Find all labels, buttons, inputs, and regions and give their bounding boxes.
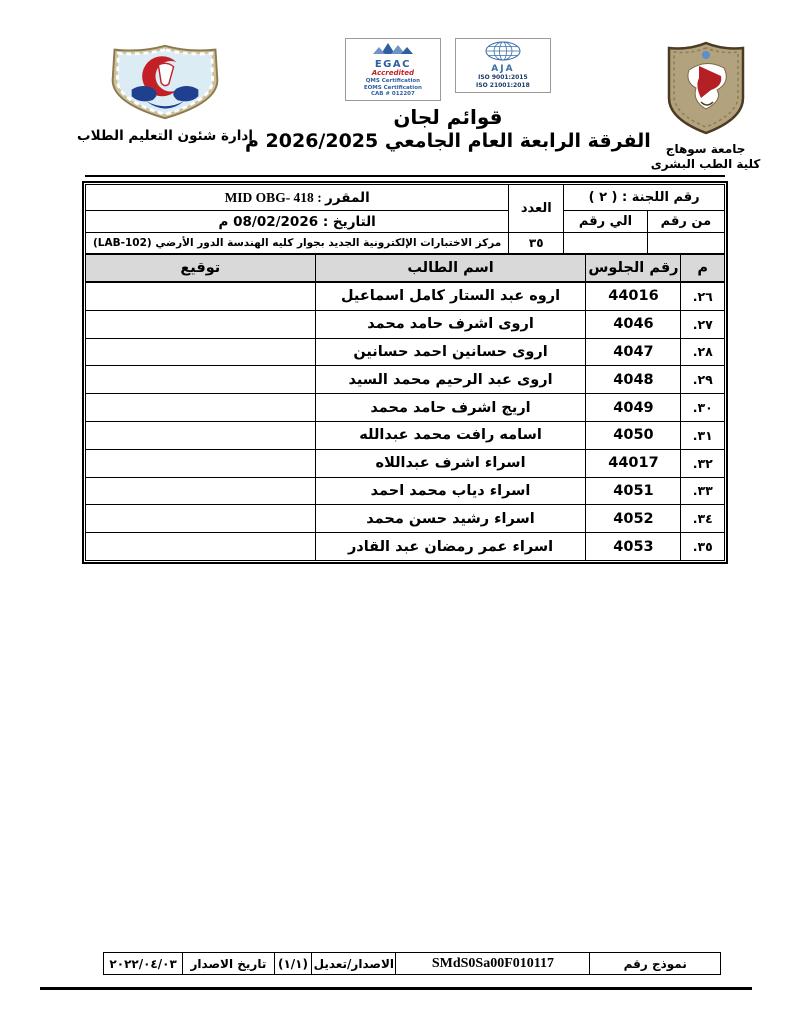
admin-caption: إدارة شئون التعليم الطلاب [77,128,253,144]
signature-cell [86,339,315,366]
egac-accredited-label: Accredited [371,69,414,77]
seat-number: 4049 [586,394,680,421]
university-name: جامعة سوهاج [665,142,746,156]
exam-info-grid [86,185,724,253]
student-name: اسراء رشيد حسن محمد [316,505,586,532]
signature-cell [86,366,315,393]
row-index: ٢٨. [681,339,724,366]
seat-number: 4046 [586,311,680,338]
seat-number: 4052 [586,505,680,532]
seat-number-header: رقم الجلوس [586,255,680,281]
seat-number: 44016 [586,283,680,310]
sohag-university-emblem-icon [660,38,752,142]
row-index: ٢٩. [681,366,724,393]
index-header: م [681,255,724,281]
egac-cert-line: QMS Certification [365,77,421,84]
page-content [77,36,761,561]
university-logo-block [651,36,761,172]
table-body [86,283,724,560]
committee-table [85,184,725,561]
course-cell: المقرر : MID OBG- 418 [86,185,508,210]
header-center [245,36,651,152]
document-title: قوائم لجان [393,105,503,130]
signature-cell [86,478,315,505]
seat-number: 4051 [586,478,680,505]
signature-cell [86,422,315,449]
student-name: اروه عبد الستار كامل اسماعيل [316,283,586,310]
egac-name: EGAC [374,59,411,70]
from-number-label-cell: من رقم [648,211,724,232]
committee-number-cell: رقم اللجنة : ( ٢ ) [564,185,724,210]
signature-cell [86,505,315,532]
row-index: ٣١. [681,422,724,449]
aja-iso-line: ISO 21001:2018 [476,81,530,89]
aja-cert-box [455,38,551,93]
document-subtitle: الفرقة الرابعة العام الجامعي 2026/2025 م [245,130,651,153]
row-index: ٣٤. [681,505,724,532]
aja-globe-icon [483,41,523,65]
count-value-cell: ٣٥ [509,233,563,253]
form-serial-number: SMdS0Sa00F010117 [396,953,589,974]
seat-number: 4048 [586,366,680,393]
signature-cell [86,394,315,421]
seat-number: 4047 [586,339,680,366]
count-label-cell: العدد [509,185,563,232]
row-index: ٣٢. [681,450,724,477]
signature-cell [86,311,315,338]
issue-date-label: تاريخ الاصدار [183,953,273,974]
signature-cell [86,450,315,477]
egac-emblem-icon [371,41,415,60]
row-index: ٣٠. [681,394,724,421]
student-name: اروى اشرف حامد محمد [316,311,586,338]
seat-number: 44017 [586,450,680,477]
signature-cell [86,533,315,560]
certification-logos [345,38,551,101]
student-name: اريج اشرف حامد محمد [316,394,586,421]
seat-number: 4053 [586,533,680,560]
student-name: اسامه رافت محمد عبدالله [316,422,586,449]
issue-date-value: ٢٠٢٢/٠٤/٠٣ [104,953,182,974]
form-number-label: نموذج رقم [590,953,720,974]
faculty-medicine-emblem-icon [100,42,230,126]
signature-header: توقيع [86,255,315,281]
header-separator [85,175,725,177]
admin-logo-block [77,36,253,144]
student-name-header: اسم الطالب [316,255,586,281]
exam-location-cell: مركز الاختبارات الإلكترونية الجديد بجوار كليه الهندسة الدور الأرضي (LAB-102) [86,233,508,253]
student-name: اسراء دياب محمد احمد [316,478,586,505]
to-number-value-cell [564,233,647,253]
seat-number: 4050 [586,422,680,449]
aja-iso-line: ISO 9001:2015 [478,74,528,81]
aja-name: AJA [491,64,515,74]
egac-cert-box [345,38,441,101]
student-name: اسراء اشرف عبداللاه [316,450,586,477]
row-index: ٣٥. [681,533,724,560]
signature-cell [86,283,315,310]
student-name: اروى عبد الرحيم محمد السيد [316,366,586,393]
exam-date-cell: التاريخ : 08/02/2026 م [86,211,508,232]
egac-cert-line: EOMS Certification [363,84,422,91]
student-name: اسراء عمر رمضان عبد القادر [316,533,586,560]
page-header [77,36,761,172]
issue-version-label: الاصدار/تعديل [312,953,395,974]
issue-version-value: (١/١) [275,953,312,974]
from-number-value-cell [648,233,724,253]
row-index: ٣٣. [681,478,724,505]
form-footer-table [103,952,721,975]
row-index: ٢٧. [681,311,724,338]
to-number-label-cell: الي رقم [564,211,647,232]
egac-cert-line: CAB # 012207 [370,91,415,98]
table-header-row [86,253,724,283]
page-bottom-rule [40,987,752,990]
row-index: ٢٦. [681,283,724,310]
student-name: اروى حسانين احمد حسانين [316,339,586,366]
faculty-name: كلية الطب البشرى [650,157,761,171]
